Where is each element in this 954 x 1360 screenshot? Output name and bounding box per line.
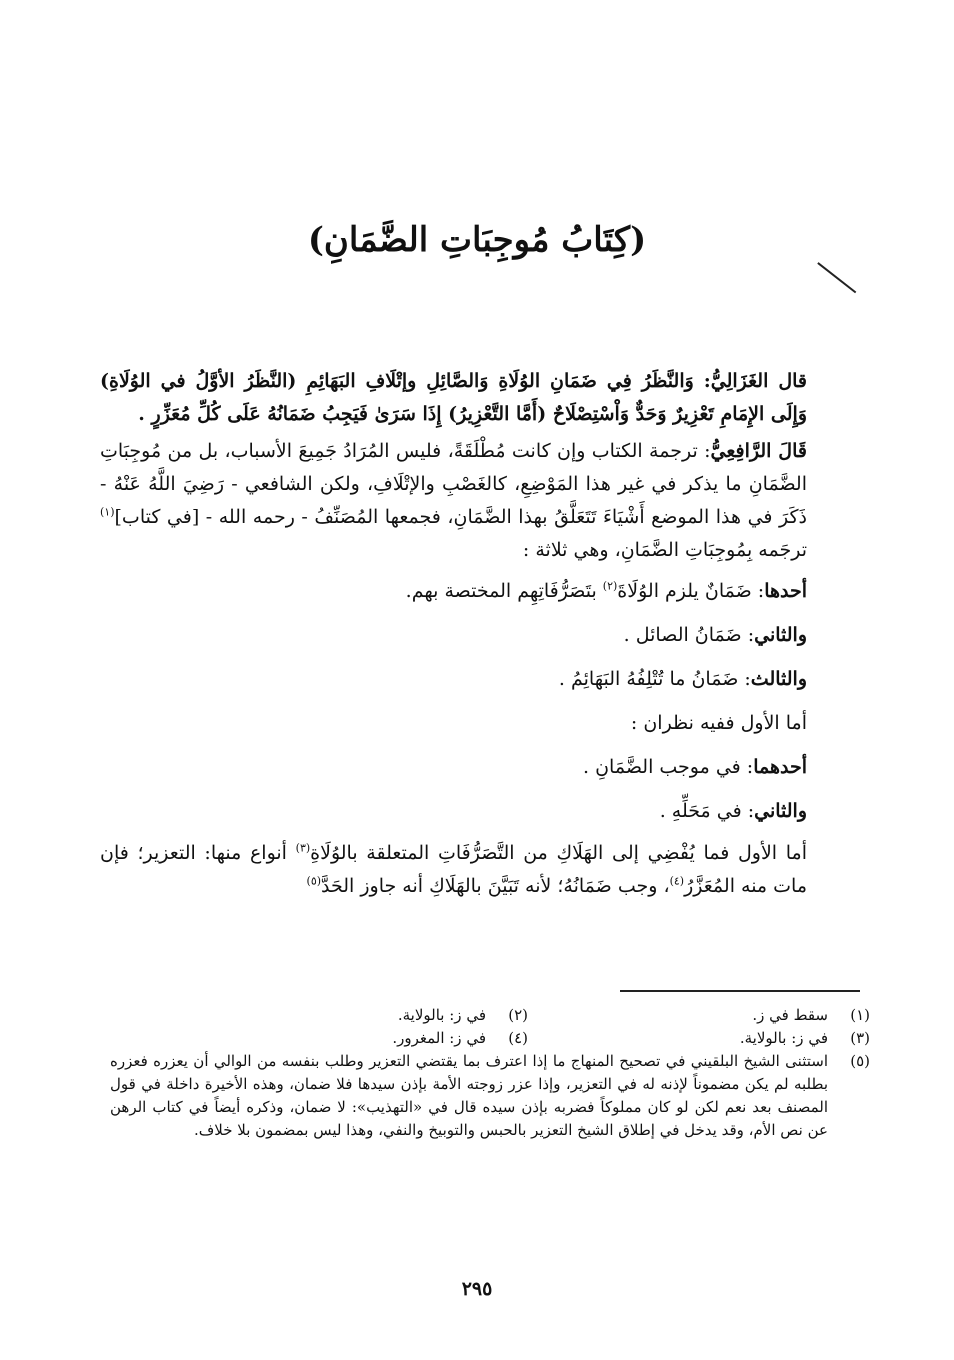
footnote-number: (٢) — [508, 1006, 528, 1024]
closing-text-c: ، وجب ضَمَانُهُ؛ لأنه تَبَيَّنَ بالهَلَاكِ أنه جاوز الحَدَّ — [321, 875, 670, 897]
item-label: أحدها — [764, 580, 807, 602]
item-text: : ضَمَانٌ يلزم الوُلَاةَ — [617, 580, 765, 602]
main-text — [100, 365, 835, 903]
margin-stroke-mark — [818, 262, 857, 293]
item-text: : في مَحَلِّهِ . — [659, 800, 755, 822]
footnote-text: سقط في ز. — [752, 1006, 828, 1024]
footnote-number: (٥) — [850, 1052, 870, 1070]
page-number: ٢٩٥ — [461, 1278, 493, 1300]
speaker-rafii: قَالَ الرَّافِعِيُّ — [710, 440, 807, 462]
subitem-second — [100, 789, 835, 833]
footnote-ref-1: (١) — [100, 505, 115, 519]
closing-text-a: أما الأول فما يُفْضِي إلى الهَلَاكِ من التَّصَرُّفَاتِ المتعلقة بالوُلَاةِ — [310, 842, 807, 864]
subitem-first — [100, 745, 835, 789]
item-text-b: بتَصَرُّفَاتِهِم المختصة بهم. — [405, 580, 603, 602]
footnote-divider — [620, 990, 860, 992]
item-text: : في موجب الضَّمَانِ . — [583, 756, 754, 778]
item-second — [100, 613, 835, 657]
footnotes — [110, 1004, 870, 1142]
chapter-title: (كِتَابُ مُوجِبَاتِ الضَّمَانِ) — [307, 220, 647, 260]
rafii-text-a: : ترجمة الكتاب وإن كانت مُطْلَقَةً، فليس المُرَادُ جَمِيعَ الأسباب، بل من مُوجِبَاتِ الضَّمَانِ ما يذكر في غير هذا المَوْضِعِ، كالغَصْبِ والإتْلَافِ، ولكن الشافعي - رَضِيَ اللَّهُ عَنْهُ - ذَكَرَ في هذا الموضع أَشْيَاءَ تَتَعَلَّقُ بهذا الضَّمَانِ، فجمعها المُصَنِّفُ - رحمه الله - [في كتاب] — [100, 440, 807, 528]
footnote-text: في ز: المغرور. — [392, 1029, 486, 1047]
footnote-number: (٤) — [508, 1029, 528, 1047]
item-label: والثاني — [754, 624, 807, 646]
footnote-text: في ز: بالولاية. — [739, 1029, 828, 1047]
item-third — [100, 657, 835, 701]
footnote-number: (٣) — [850, 1029, 870, 1047]
item-text: : ضَمَانُ ما تُتْلِفُهُ البَهَائِمُ . — [558, 668, 751, 690]
item-label: أحدهما — [753, 756, 807, 778]
footnote-row — [110, 1004, 870, 1027]
footnote-number: (١) — [850, 1006, 870, 1024]
footnote-ref-2: (٢) — [602, 579, 618, 593]
footnote-ref-4: (٤) — [669, 874, 685, 888]
item-label: والثاني — [754, 800, 807, 822]
speaker-ghazali: قال الغَزَالِيُّ — [710, 370, 807, 392]
footnote-row — [110, 1027, 870, 1050]
item-first — [100, 569, 835, 613]
footnote-ref-5: (٥) — [306, 874, 322, 888]
ghazali-text: : وَالنَّظَرُ فِي ضَمَانِ الوُلَاةِ وَالصَّائِلِ وإتْلَافِ البَهَائِمِ (النَّظَرُ الأوَّلُ في الوُلَاةِ) وَإِلَى الإِمَامِ تَعْزِيرٌ وَحَدٌّ وَاْسْتِصْلَاحٌ (أَمَّا التَّعْزِيرُ) إِذَا سَرَىٰ فَيَجِبُ ضَمَانُهُ عَلَى كُلِّ مُعَزِّرٍ . — [100, 370, 807, 425]
item-text: : ضَمَانُ الصائل . — [623, 624, 755, 646]
footnote-row — [110, 1050, 870, 1142]
ghazali-paragraph — [100, 365, 835, 431]
rafii-paragraph — [100, 435, 835, 567]
item-label: والثالث — [750, 668, 807, 690]
first-intro-line: أما الأول ففيه نظران : — [630, 712, 807, 734]
closing-paragraph — [100, 837, 835, 903]
footnote-ref-3: (٣) — [295, 841, 311, 855]
rafii-text-b: ترجَمه بِمُوجِبَاتِ الضَّمَانِ، وهي ثلاثة : — [522, 539, 807, 561]
closing-text-b: أنواع منها: التعزير؛ فإن مات منه المُعَزَّرُ — [100, 842, 807, 897]
footnote-text: استثنى الشيخ البلقيني في تصحيح المنهاج ما إذا اعترف بما يقتضي التعزير وطلب بنفسه من الوالي أن يعزره فعزره بطلبه لم يكن مضموناً لإذنه له في التعزير، وإذا عزر زوجته الأمة بإذن سيدها فلا ضمان، وهذه الأخيرة داخلة في قول المصنف بعد نعم لكن لو كان مملوكاً فضربه بإذن سيده قال في «التهذيب»: لا ضمان، وذكره أيضاً في كتاب الرهن عن نص الأم، وقد يدخل في إطلاق الشيخ التعزير بالحبس والتوبيخ والنفي، وهذا ليس بمضمون بلا خلاف. — [110, 1052, 828, 1139]
footnote-text: في ز: بالولاية. — [397, 1006, 486, 1024]
